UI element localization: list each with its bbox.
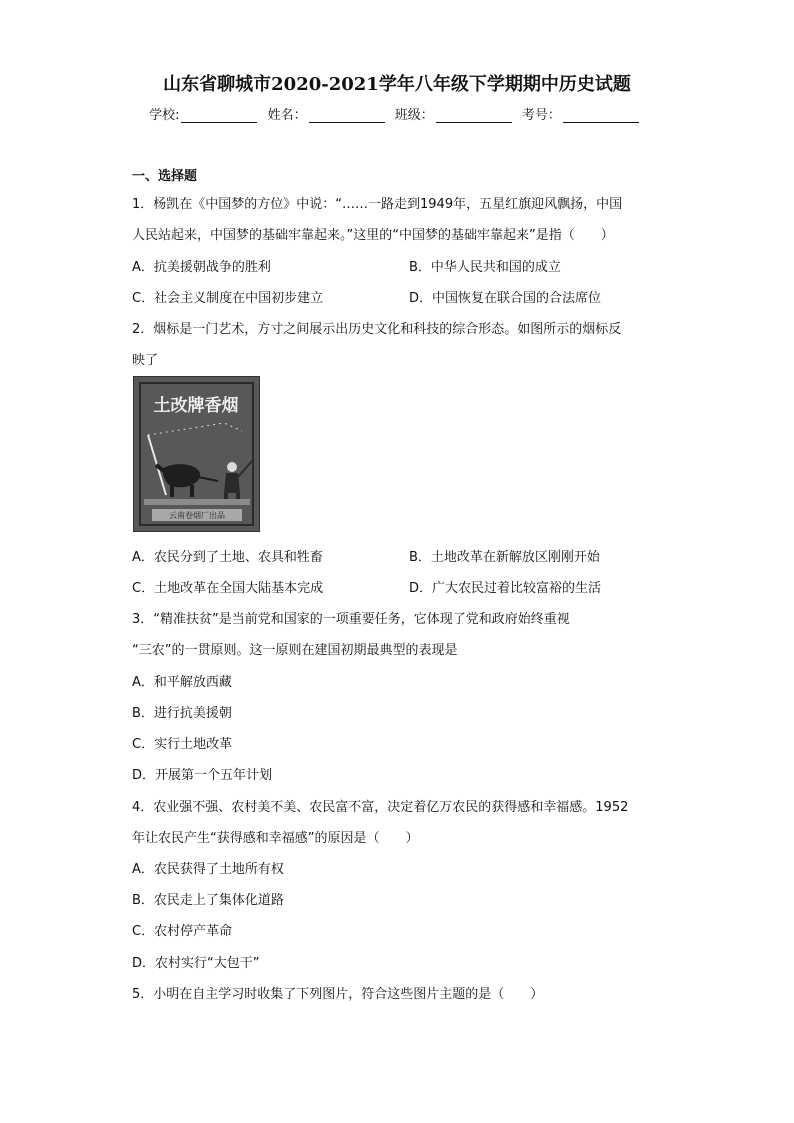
q3-option-d: D．开展第一个五年计划	[132, 768, 273, 783]
class-label: 班级：	[394, 108, 434, 123]
q4-stem-line2: 年让农民产生“获得感和幸福感”的原因是（ ）	[132, 831, 419, 846]
q1-option-a: A．抗美援朝战争的胜利	[132, 260, 271, 275]
figure-title: 土改牌香烟	[153, 396, 239, 416]
q3-option-b: B．进行抗美援朝	[132, 706, 232, 721]
q3-option-c: C．实行土地改革	[132, 737, 233, 752]
q2-option-b: B．土地改革在新解放区刚刚开始	[409, 550, 600, 565]
class-blank[interactable]	[436, 110, 512, 123]
q1-stem-line2: 人民站起来，中国梦的基础牢靠起来。”这里的“中国梦的基础牢靠起来”是指（ ）	[132, 228, 614, 243]
q1-option-c: C．社会主义制度在中国初步建立	[132, 291, 324, 306]
q5-stem-line1: 5．小明在自主学习时收集了下列图片，符合这些图片主题的是（ ）	[132, 987, 544, 1002]
q1-stem-line1: 1．杨凯在《中国梦的方位》中说：“……一路走到1949年，五星红旗迎风飘扬，中国	[132, 197, 623, 212]
school-blank[interactable]	[181, 110, 257, 123]
name-label: 姓名：	[267, 108, 307, 123]
id-label: 考号：	[521, 108, 561, 123]
q4-option-b: B．农民走上了集体化道路	[132, 893, 284, 908]
q2-option-c: C．土地改革在全国大陆基本完成	[132, 581, 324, 596]
q2-option-a: A．农民分到了土地、农具和牲畜	[132, 550, 323, 565]
land-reform-farmer-illustration	[134, 377, 259, 531]
q1-option-d: D．中国恢复在联合国的合法席位	[409, 291, 602, 306]
student-info-line	[0, 104, 794, 123]
section-heading: 一、选择题	[132, 169, 198, 184]
name-blank[interactable]	[309, 110, 385, 123]
q3-option-a: A．和平解放西藏	[132, 675, 232, 690]
school-label: 学校:	[149, 108, 180, 123]
cigarette-label-image	[133, 376, 260, 532]
q4-stem-line1: 4．农业强不强、农村美不美、农民富不富，决定着亿万农民的获得感和幸福感。1952	[132, 800, 629, 815]
q2-stem-line1: 2．烟标是一门艺术，方寸之间展示出历史文化和科技的综合形态。如图所示的烟标反	[132, 322, 622, 337]
q3-stem-line1: 3．“精准扶贫”是当前党和国家的一项重要任务，它体现了党和政府始终重视	[132, 612, 570, 627]
q1-option-b: B．中华人民共和国的成立	[409, 260, 561, 275]
q4-option-d: D．农村实行“大包干”	[132, 956, 260, 971]
q2-stem-line2: 映了	[132, 353, 159, 368]
id-blank[interactable]	[563, 110, 639, 123]
figure-caption: 云南卷烟厂出品	[169, 511, 225, 520]
q2-option-d: D．广大农民过着比较富裕的生活	[409, 581, 602, 596]
q4-option-c: C．农村停产革命	[132, 924, 233, 939]
q4-option-a: A．农民获得了土地所有权	[132, 862, 284, 877]
q3-stem-line2: “三农”的一贯原则。这一原则在建国初期最典型的表现是	[132, 643, 458, 658]
page-title: 山东省聊城市2020-2021学年八年级下学期期中历史试题	[163, 74, 631, 95]
